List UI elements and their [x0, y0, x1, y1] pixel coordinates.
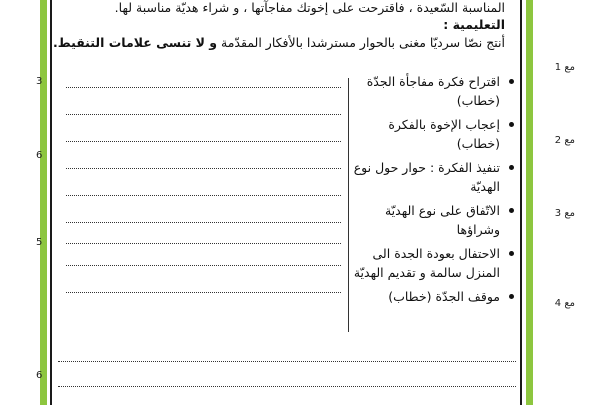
- score-4: 6: [36, 370, 43, 381]
- score-3: 5: [36, 237, 43, 248]
- left-green-border: [40, 0, 47, 405]
- instruction-text: [53, 35, 505, 50]
- column-divider: [348, 78, 349, 332]
- answer-line[interactable]: [66, 195, 341, 196]
- idea-item: موقف الجدّة (خطاب): [352, 287, 518, 306]
- answer-line[interactable]: [66, 222, 341, 223]
- answer-line-wide[interactable]: [58, 386, 516, 387]
- idea-item: إعجاب الإخوة بالفكرة (خطاب): [352, 115, 518, 153]
- score-2: 6: [36, 150, 43, 161]
- idea-item: الاتّفاق على نوع الهديّة وشراؤها: [352, 201, 518, 239]
- answer-line[interactable]: [66, 114, 341, 115]
- criterion-2: مع 2: [554, 135, 575, 146]
- instruction-bold: و لا تنسى علامات التنقيط.: [52, 35, 218, 50]
- idea-item: الاحتفال بعودة الجدة الى المنزل سالمة و تقديم الهديّة: [352, 244, 518, 282]
- right-green-border: [526, 0, 533, 405]
- idea-item: اقتراح فكرة مفاجأة الجدّة (خطاب): [352, 72, 518, 110]
- left-black-rule: [50, 0, 52, 405]
- instruction-heading: التعليمية :: [443, 17, 505, 32]
- answer-line[interactable]: [66, 87, 341, 88]
- answer-line[interactable]: [66, 168, 341, 169]
- criterion-1: مع 1: [554, 62, 575, 73]
- answer-line[interactable]: [66, 265, 341, 266]
- answer-line[interactable]: [66, 243, 341, 244]
- ideas-list: [352, 72, 518, 311]
- answer-line[interactable]: [66, 292, 341, 293]
- instruction-plain: أنتج نصّا سرديّا مغنى بالحوار مسترشدا بالأفكار المقدّمة: [221, 35, 505, 50]
- criterion-4: مع 4: [554, 298, 575, 309]
- score-1: 3: [36, 76, 43, 87]
- answer-line-wide[interactable]: [58, 361, 516, 362]
- answer-line[interactable]: [66, 141, 341, 142]
- intro-line: المناسبة السّعيدة ، فاقترحت على إخوتك مفاجآتها ، و شراء هديّة مناسبة لها.: [114, 0, 505, 15]
- right-black-rule: [520, 0, 522, 405]
- criterion-3: مع 3: [554, 208, 575, 219]
- idea-item: تنفيذ الفكرة : حوار حول نوع الهديّة: [352, 158, 518, 196]
